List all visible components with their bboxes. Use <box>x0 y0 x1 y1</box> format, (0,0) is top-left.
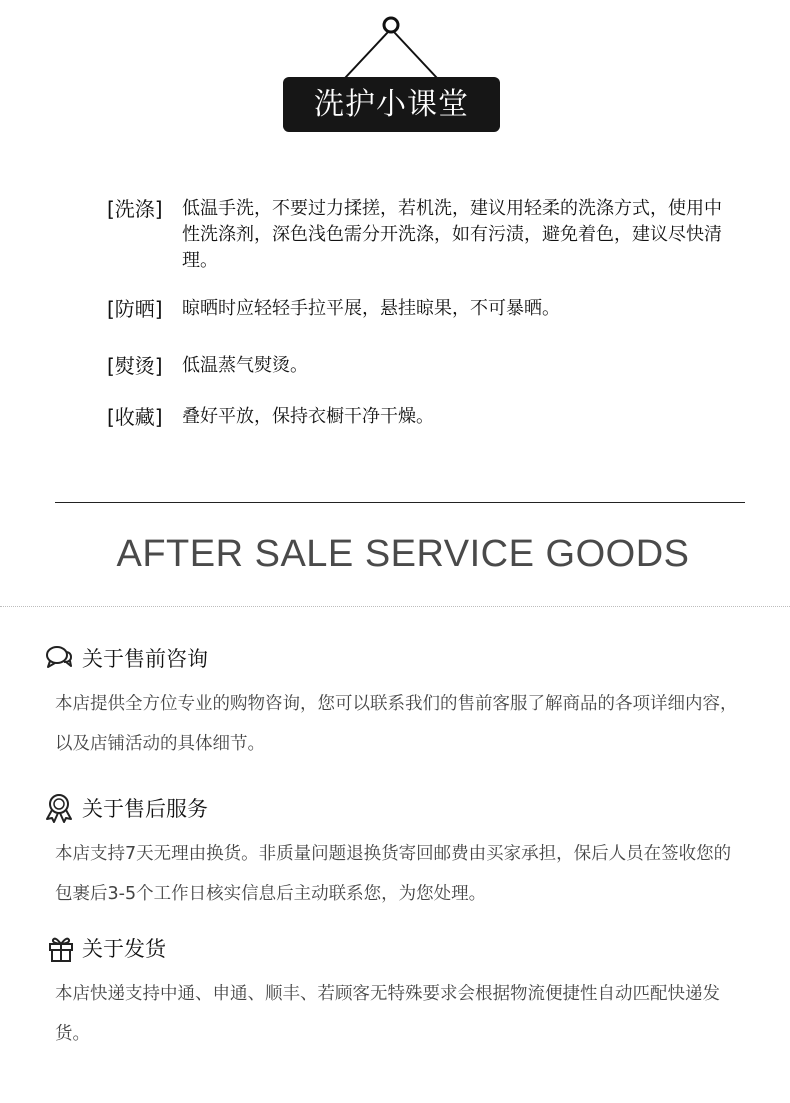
care-tag: [收藏] <box>107 405 163 429</box>
section-divider <box>55 502 745 503</box>
care-item-storage <box>107 404 747 430</box>
service-title: 关于发货 <box>82 937 166 961</box>
hanging-sign <box>0 0 790 140</box>
care-text: 叠好平放，保持衣橱干净干燥。 <box>182 406 434 427</box>
service-title: 关于售后服务 <box>82 797 208 821</box>
award-ribbon-icon <box>44 792 76 824</box>
service-presale <box>44 642 744 764</box>
care-tag: [防晒] <box>107 297 163 321</box>
care-tag: [熨烫] <box>107 354 163 378</box>
care-text: 低温手洗，不要过力揉搓，若机洗，建议用轻柔的洗涤方式，使用中性洗涤剂，深色浅色需分开洗涤，如有污渍，避免着色，建议尽快清理。 <box>182 198 722 271</box>
service-title: 关于售前咨询 <box>82 647 208 671</box>
dotted-divider <box>0 606 790 607</box>
care-item-washing <box>107 196 747 274</box>
service-shipping <box>44 932 744 1054</box>
sign-title: 洗护小课堂 <box>283 77 500 132</box>
service-body: 本店支持7天无理由换货。非质量问题退换货寄回邮费由买家承担，保后人员在签收您的包裹后3-5个工作日核实信息后主动联系您，为您处理。 <box>55 844 732 904</box>
care-tag: [洗涤] <box>107 197 163 221</box>
gift-box-icon <box>44 932 76 964</box>
chat-bubbles-icon <box>44 642 76 674</box>
care-text: 晾晒时应轻轻手拉平展，悬挂晾果，不可暴晒。 <box>182 298 560 319</box>
care-item-ironing <box>107 353 747 379</box>
care-text: 低温蒸气熨烫。 <box>182 355 308 376</box>
care-item-sun <box>107 296 747 322</box>
service-body: 本店快递支持中通、申通、顺丰、若顾客无特殊要求会根据物流便捷性自动匹配快递发货。 <box>55 984 720 1044</box>
service-aftersale <box>44 792 744 914</box>
service-body: 本店提供全方位专业的购物咨询，您可以联系我们的售前客服了解商品的各项详细内容，以及店铺活动的具体细节。 <box>55 694 738 754</box>
section-title: AFTER SALE SERVICE GOODS <box>116 533 690 575</box>
